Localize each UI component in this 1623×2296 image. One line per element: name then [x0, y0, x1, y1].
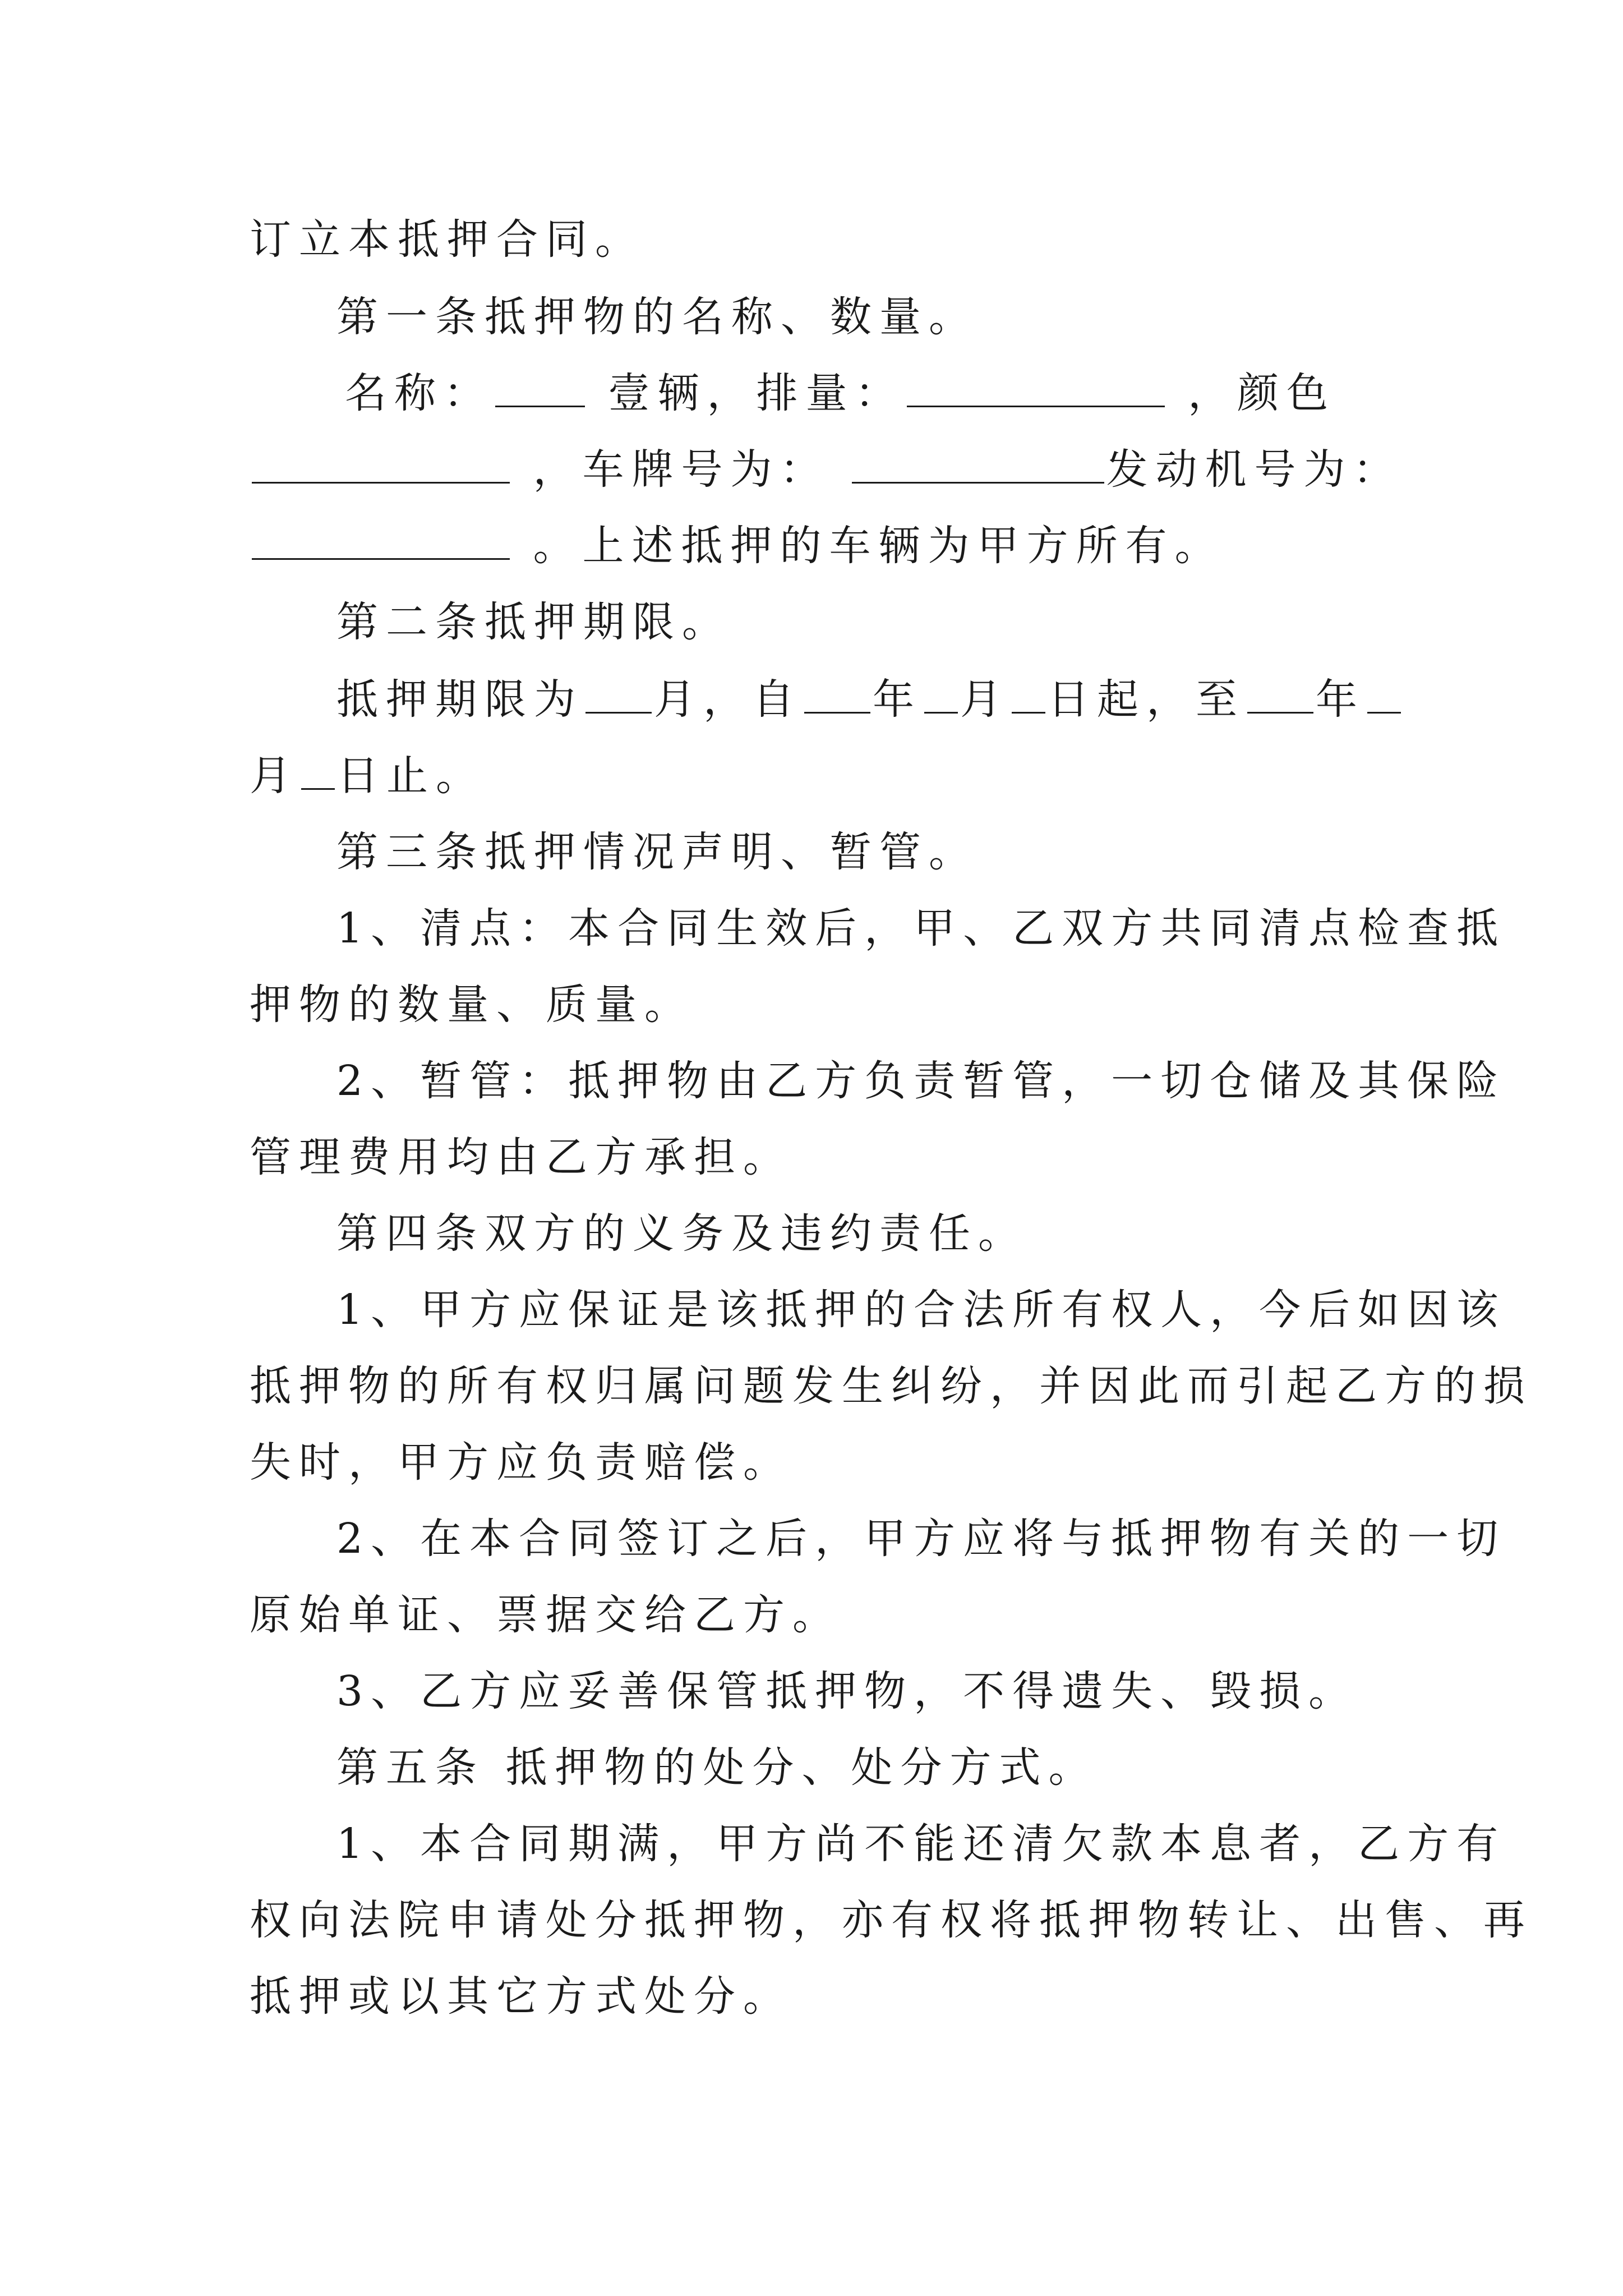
text-line: [345, 369, 1336, 417]
text-line: [250, 981, 694, 1029]
text-line: [250, 522, 1224, 570]
text: 权向法院申请处分抵押物，亦有权将抵押物转让、出售、再: [250, 1896, 1533, 1944]
text: 2、在本合同签订之后，甲方应将与抵押物有关的一切: [336, 1515, 1506, 1563]
text: 抵押或以其它方式处分。: [250, 1972, 792, 2021]
text: 抵押物的所有权归属问题发生纠纷，并因此而引起乙方的损: [250, 1362, 1533, 1410]
text-line: [250, 1133, 792, 1181]
text: 原始单证、票据交给乙方。: [250, 1591, 842, 1639]
text: 第四条双方的义务及违约责任。: [336, 1209, 1027, 1258]
text: 壹辆，排量：: [608, 369, 905, 417]
fill-blank: [495, 405, 585, 407]
text: 年: [873, 675, 922, 724]
fill-blank: [252, 481, 510, 484]
text: 1、清点：本合同生效后，甲、乙双方共同清点检查抵: [336, 904, 1506, 953]
text: 月，自: [654, 675, 802, 724]
text-line: [336, 1820, 1506, 1868]
text-line: [250, 752, 485, 800]
text: 订立本抵押合同。: [250, 215, 644, 264]
text: 管理费用均由乙方承担。: [250, 1133, 792, 1181]
fill-blank: [585, 711, 652, 714]
article-4-heading: [336, 1209, 1027, 1258]
text: 发动机号为：: [1106, 445, 1403, 494]
text: 第五条 抵押物的处分、处分方式。: [336, 1743, 1098, 1792]
text-line: [336, 1667, 1358, 1715]
text-line: [250, 1896, 1533, 1944]
text: 抵押期限为: [336, 675, 583, 724]
article-1-heading: [336, 293, 978, 341]
text: 失时，甲方应负责赔偿。: [250, 1438, 792, 1487]
text: 2、暂管：抵押物由乙方负责暂管，一切仓储及其保险: [336, 1057, 1506, 1105]
text-line: [250, 1438, 792, 1487]
text: 日起，至: [1048, 675, 1245, 724]
article-2-heading: [336, 598, 731, 646]
text: 押物的数量、质量。: [250, 981, 694, 1029]
text-line: [250, 1972, 792, 2021]
fill-blank: [301, 788, 335, 790]
text-line: [250, 445, 1403, 494]
article-3-heading: [336, 828, 978, 876]
text: 第二条抵押期限。: [336, 598, 731, 646]
text: 年: [1316, 675, 1365, 724]
fill-blank: [1012, 711, 1045, 714]
text: ，车牌号为：: [533, 445, 829, 494]
text: 月: [960, 675, 1009, 724]
text: 第三条抵押情况声明、暂管。: [336, 828, 978, 876]
text: 1、本合同期满，甲方尚不能还清欠款本息者，乙方有: [336, 1820, 1506, 1868]
text-line: [336, 1057, 1506, 1105]
fill-blank: [1367, 711, 1401, 714]
text: 1、甲方应保证是该抵押的合法所有权人，今后如因该: [336, 1286, 1506, 1334]
text-line: [250, 1591, 842, 1639]
text: 名称：: [345, 369, 493, 417]
text: 日止。: [337, 752, 485, 800]
fill-blank: [924, 711, 958, 714]
fill-blank: [852, 481, 1104, 484]
text: 第一条抵押物的名称、数量。: [336, 293, 978, 341]
text-line: [250, 215, 644, 264]
fill-blank: [804, 711, 870, 714]
article-5-heading: [336, 1743, 1098, 1792]
fill-blank: [907, 405, 1165, 407]
text-line: [336, 675, 1403, 724]
text-line: [336, 904, 1506, 953]
text: 3、乙方应妥善保管抵押物，不得遗失、毁损。: [336, 1667, 1358, 1715]
text-line: [250, 1362, 1533, 1410]
text: 。上述抵押的车辆为甲方所有。: [533, 522, 1224, 570]
text-line: [336, 1286, 1506, 1334]
fill-blank: [1247, 711, 1313, 714]
text: 月: [250, 752, 299, 800]
text: ，颜色: [1188, 369, 1336, 417]
fill-blank: [252, 558, 510, 560]
text-line: [336, 1515, 1506, 1563]
